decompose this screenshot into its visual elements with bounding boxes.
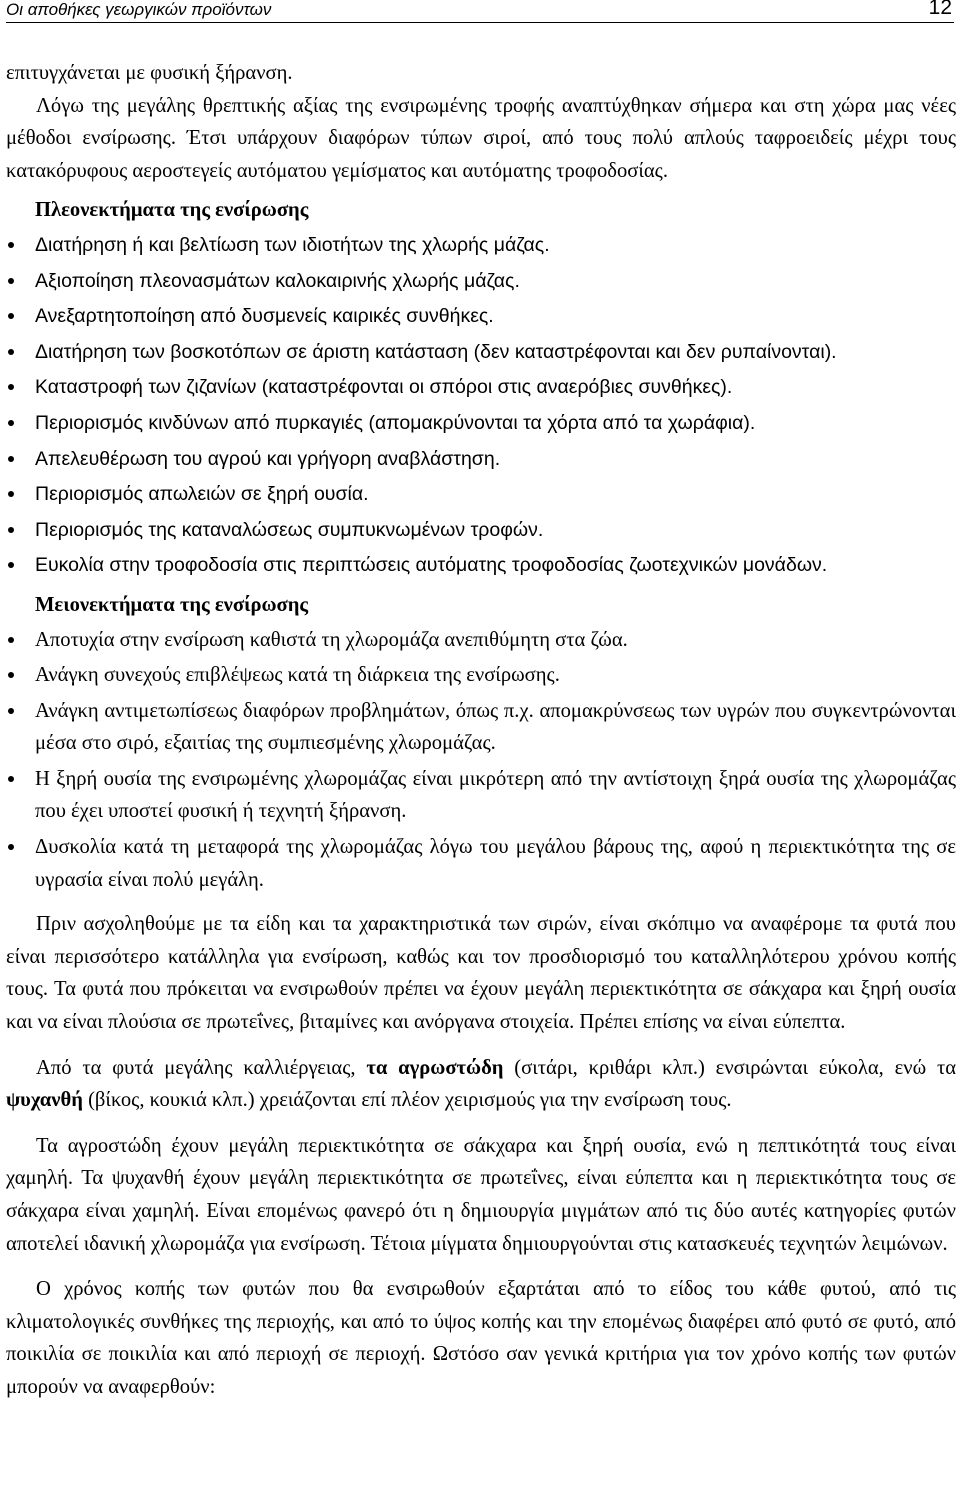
list-item: Ευκολία στην τροφοδοσία στις περιπτώσεις αυτόματης τροφοδοσίας ζωοτεχνικών μονάδων.: [6, 549, 956, 582]
p3-part3: (βίκος, κουκιά κλπ.) χρειάζονται επί πλέον χειρισμούς για την ενσίρωση τους.: [82, 1089, 732, 1112]
paragraph-mixtures: Τα αγροστώδη έχουν μεγάλη περιεκτικότητα σε σάκχαρα και ξηρή ουσία, ενώ η πεπτικότητά τους είναι χαμηλή. Τα ψυχανθή έχουν μεγάλη περιεκτικότητα σε πρωτεΐνες, είναι εύπεπτα και η περιεκτικότητα τους σε σάκχαρα είναι χαμηλή. Είναι επομένως φανερό ότι η δημιουργία μιγμάτων από τις δύο αυτές κατηγορίες φυτών αποτελεί ιδανική χλωρομάζα για ενσίρωση. Τέτοια μίγματα δημιουργούνται στις κατασκευές τεχνητών λειμώνων.: [6, 1134, 956, 1255]
paragraph-continuation: επιτυγχάνεται με φυσική ξήρανση.: [6, 62, 293, 84]
list-item: Ανάγκη αντιμετωπίσεως διαφόρων προβλημάτων, όπως π.χ. απομακρύνσεως των υγρών που συγκεντρώνονται μέσα στο σιρό, εξαιτίας της συμπιεσμένης χλωρομάζας.: [6, 695, 956, 760]
paragraph-cutting-time: Ο χρόνος κοπής των φυτών που θα ενσιρωθούν εξαρτάται από το είδος του κάθε φυτού, από τις κλιματολογικές συνθήκες της περιοχής, και από το ύψος κοπής και την επομένως διαφέρει από φυτό σε φυτό, από ποικιλία σε ποικιλία και από περιοχή σε περιοχή. Ωστόσο σαν γενικά κριτήρια για τον χρόνο κοπής των φυτών μπορούν να αναφερθούν:: [6, 1278, 956, 1398]
header-title: Οι αποθήκες γεωργικών προϊόντων: [6, 0, 272, 19]
list-item: Αποτυχία στην ενσίρωση καθιστά τη χλωρομάζα ανεπιθύμητη στα ζώα.: [6, 624, 956, 657]
p3-part1: Από τα φυτά μεγάλης καλλιέργειας,: [36, 1056, 367, 1079]
page-number: 12: [928, 0, 952, 19]
list-item: Καταστροφή των ζιζανίων (καταστρέφονται οι σπόροι στις αναερόβιες συνθήκες).: [6, 371, 956, 404]
paragraph-suitable-plants: Πριν ασχοληθούμε με τα είδη και τα χαρακτηριστικά των σιρών, είναι σκόπιμο να αναφέρομε τα φυτά που είναι περισσότερο κατάλληλα για ενσίρωση, καθώς και τον προσδιορισμό του καταλληλότερου χρόνου κοπής τους. Τα φυτά που πρόκειται να ενσιρωθούν πρέπει να έχουν μεγάλη περιεκτικότητα σε σάκχαρα και ξηρή ουσία και να είναι πλούσια σε πρωτεΐνες, βιταμίνες και ανόργανα στοιχεία. Πρέπει επίσης να είναι εύπεπτα.: [6, 913, 956, 1034]
p3-bold-grasses: τα αγρωστώδη: [366, 1056, 504, 1079]
list-item: Δυσκολία κατά τη μεταφορά της χλωρομάζας λόγω του μεγάλου βάρους της, αφού η περιεκτικότητα της σε υγρασία είναι πολύ μεγάλη.: [6, 831, 956, 896]
advantages-title: Πλεονεκτήματα της ενσίρωσης: [35, 199, 309, 222]
list-item: Διατήρηση ή και βελτίωση των ιδιοτήτων της χλωρής μάζας.: [6, 229, 956, 262]
list-item: Η ξηρή ουσία της ενσιρωμένης χλωρομάζας είναι μικρότερη από την αντίστοιχη ξηρά ουσία της χλωρομάζας που έχει υποστεί φυσική ή τεχνητή ξήρανση.: [6, 763, 956, 828]
disadvantages-title: Μειονεκτήματα της ενσίρωσης: [35, 593, 309, 616]
disadvantages-list: [6, 624, 956, 897]
list-item: Διατήρηση των βοσκοτόπων σε άριστη κατάσταση (δεν καταστρέφονται και δεν ρυπαίνονται).: [6, 336, 956, 369]
paragraph-silage-methods: Λόγω της μεγάλης θρεπτικής αξίας της ενσιρωμένης τροφής αναπτύχθηκαν σήμερα και στη χώρα μας νέες μέθοδοι ενσίρωσης. Έτσι υπάρχουν διαφόρων τύπων σιροί, από τους πολύ απλούς ταφροειδείς μέχρι τους κατακόρυφους αεροστεγείς αυτόματου γεμίσματος και αυτόματης τροφοδοσίας.: [6, 94, 956, 182]
paragraph-crop-types: [6, 1052, 956, 1117]
p3-part2: (σιτάρι, κριθάρι κλπ.) ενσιρώνται εύκολα, ενώ τα: [503, 1056, 957, 1079]
list-item: Περιορισμός απωλειών σε ξηρή ουσία.: [6, 478, 956, 511]
list-item: Περιορισμός κινδύνων από πυρκαγιές (απομακρύνονται τα χόρτα από τα χωράφια).: [6, 407, 956, 440]
page-header: [6, 0, 954, 23]
list-item: Ανάγκη συνεχούς επιβλέψεως κατά τη διάρκεια της ενσίρωσης.: [6, 659, 956, 692]
list-item: Απελευθέρωση του αγρού και γρήγορη αναβλάστηση.: [6, 443, 956, 476]
document-body: [6, 57, 956, 1404]
list-item: Αξιοποίηση πλεονασμάτων καλοκαιρινής χλωρής μάζας.: [6, 265, 956, 298]
list-item: Ανεξαρτητοποίηση από δυσμενείς καιρικές συνθήκες.: [6, 300, 956, 333]
disadvantages-heading: [6, 589, 956, 622]
advantages-list: [6, 229, 956, 582]
p3-bold-legumes: ψυχανθή: [6, 1089, 83, 1112]
advantages-heading: [6, 194, 956, 227]
list-item: Περιορισμός της καταναλώσεως συμπυκνωμένων τροφών.: [6, 514, 956, 547]
